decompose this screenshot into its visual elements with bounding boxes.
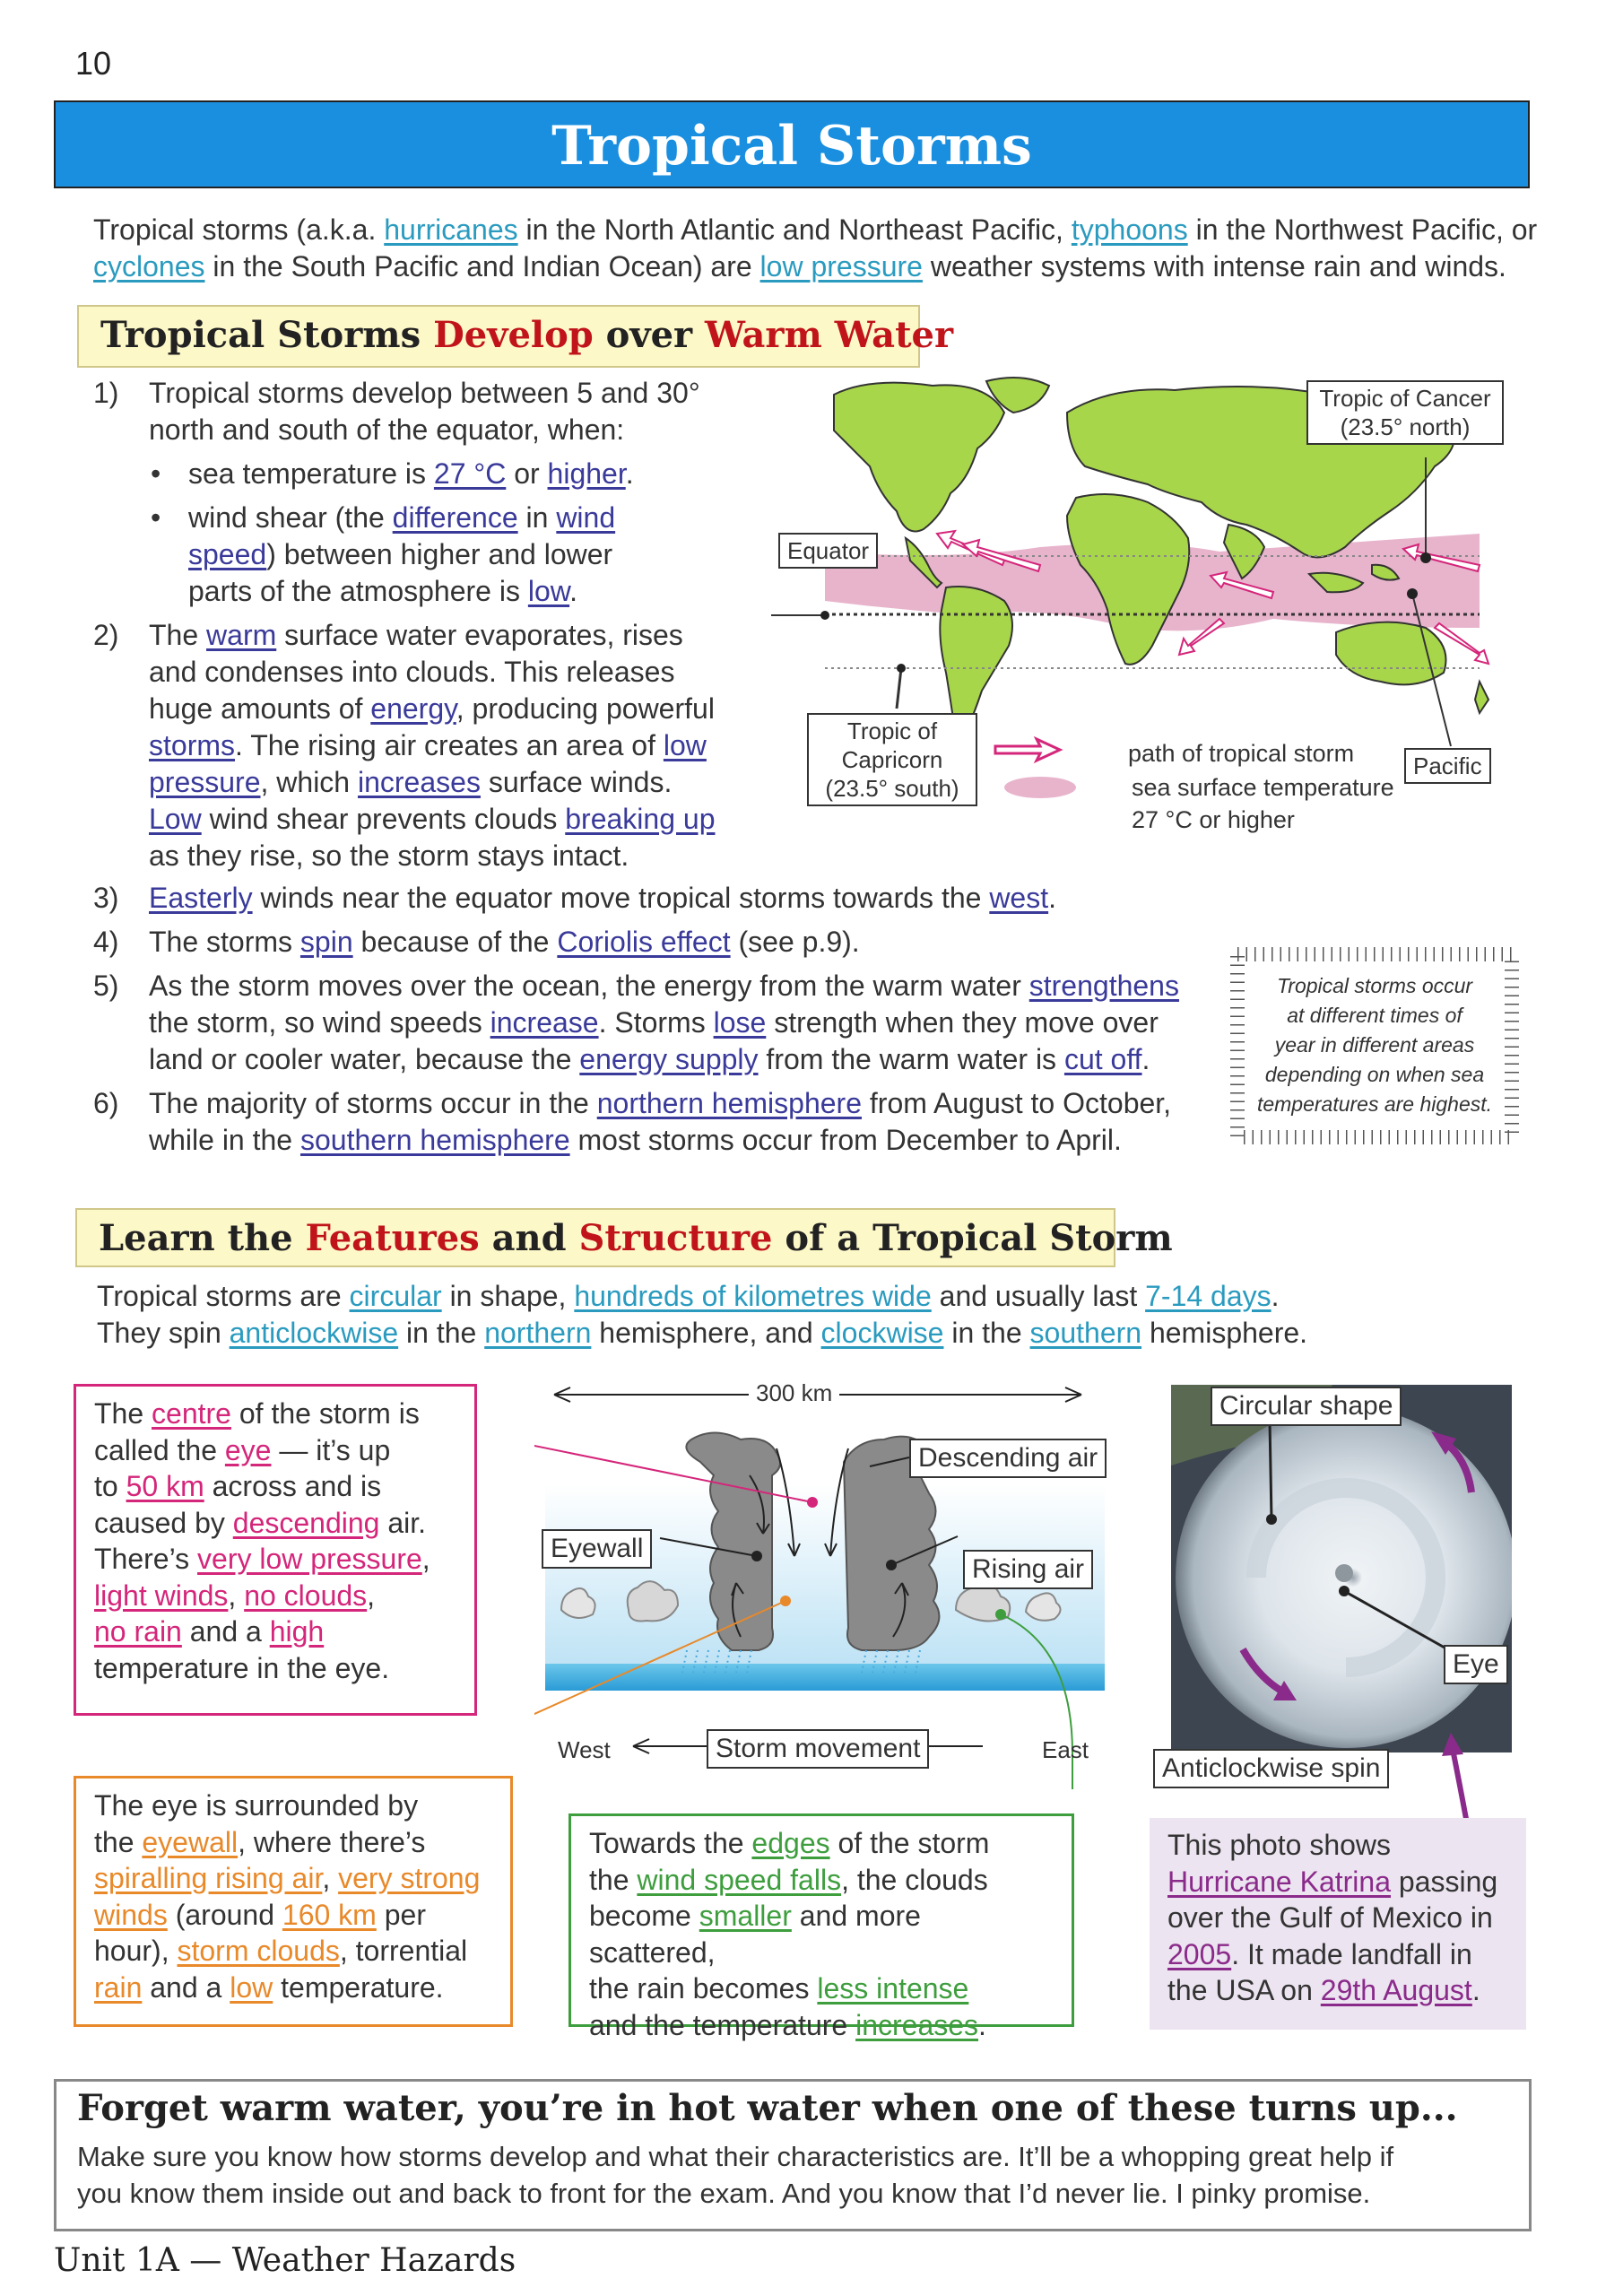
label-equator: Equator (778, 533, 878, 569)
callout-text: Tropical storms occur at different times of year in different areas depending on when sea temperatures are highest. (1256, 974, 1493, 1116)
label-pacific: Pacific (1404, 748, 1491, 784)
label-rising-air: Rising air (963, 1550, 1093, 1589)
label-tropic-of-capricorn: Tropic of Capricorn (23.5° south) (807, 713, 977, 806)
pointer-dot (751, 1551, 762, 1561)
link-cyclones[interactable]: cyclones (93, 250, 205, 283)
summary-text: Make sure you know how storms develop and what their characteristics are. It’ll be a whopping great help if you know them inside out and back to front for the exam. And you know that I’d never lie. I pinky promise. (77, 2141, 1394, 2209)
bullet-dot: • (151, 501, 161, 534)
photo-caption: This photo shows Hurricane Katrina passing over the Gulf of Mexico in 2005. It made landfall in the USA on 29th August. (1150, 1818, 1526, 2030)
island-new-zealand (1475, 682, 1488, 713)
pointer-dot (1266, 1514, 1277, 1525)
label-eye: Eye (1444, 1645, 1508, 1684)
capricorn-pointer (897, 668, 901, 709)
link-hurricanes[interactable]: hurricanes (384, 213, 518, 246)
label-storm-movement: Storm movement (707, 1729, 929, 1769)
section-heading-develop: Tropical Storms Develop over Warm Water (77, 305, 920, 368)
legend-sea-swatch (1004, 777, 1076, 798)
pointer-dot (820, 611, 829, 620)
continent-australia (1336, 622, 1446, 685)
bullet-sea-temperature: sea temperature is 27 °C or higher. (188, 457, 634, 490)
pointer-dot (897, 664, 906, 673)
legend-sea-label: sea surface temperature 27 °C or higher (1132, 774, 1394, 833)
legend-path-label: path of tropical storm (1128, 740, 1355, 767)
label-tropic-of-cancer: Tropic of Cancer (23.5° north) (1306, 380, 1504, 445)
pointer-dot (886, 1560, 897, 1570)
arrow-head (1442, 1733, 1463, 1756)
hurricane-katrina-photo (1171, 1385, 1512, 1752)
eyewall-info-box: The eye is surrounded by the eyewall, where there’s spiralling rising air, very strong winds (around 160 km per hour), storm clouds, torrential rain and a low temperature. (74, 1776, 513, 2027)
title-banner (54, 100, 1530, 188)
bullet-dot: • (151, 457, 161, 490)
pointer-dot (1407, 588, 1418, 599)
summary-title: Forget warm water, you’re in hot water when one of these turns up... (77, 2087, 1458, 2129)
sea-surface (545, 1664, 1105, 1691)
legend-path-arrow (995, 739, 1060, 761)
section2-intro: Tropical storms are circular in shape, hundreds of kilometres wide and usually last 7-14 days. They spin anticlockwise in the northern hemisphere, and clockwise in the southern hemisphere. (97, 1280, 1308, 1349)
edges-info-box: Towards the edges of the storm the wind speed falls, the clouds become smaller and more scattered, the rain becomes less intense and the temperature increases. (568, 1813, 1074, 2027)
label-circular-shape: Circular shape (1211, 1387, 1402, 1426)
link-typhoons[interactable]: typhoons (1071, 213, 1188, 246)
page-title: Tropical Storms (551, 115, 1032, 178)
pointer-dot (1420, 552, 1431, 563)
label-eyewall: Eyewall (542, 1529, 652, 1569)
intro-paragraph: Tropical storms (a.k.a. hurricanes in the North Atlantic and Northeast Pacific, typhoons in the Northwest Pacific, or cyclones in the South Pacific and Indian Ocean) are low pressure weather systems with intense rain and winds. (93, 213, 1538, 283)
label-east: East (1042, 1736, 1089, 1763)
section-heading-features: Learn the Features and Structure of a Tropical Storm (75, 1208, 1115, 1267)
label-west: West (558, 1736, 611, 1763)
pointer-dot (807, 1497, 818, 1508)
unit-label: Unit 1A — Weather Hazards (54, 2242, 516, 2279)
pointer-dot (995, 1609, 1006, 1620)
label-anticlockwise-spin: Anticlockwise spin (1153, 1749, 1389, 1788)
link-low-pressure[interactable]: low pressure (759, 250, 923, 283)
pointer-dot (1339, 1586, 1350, 1596)
bullet-wind-shear: wind shear (the difference in wind speed) between higher and lower parts of the atmosphere is low. (188, 501, 616, 607)
continent-north-america (834, 383, 1004, 532)
label-descending-air: Descending air (909, 1439, 1107, 1478)
storm-eye (1335, 1564, 1353, 1582)
pointer-dot (780, 1596, 791, 1606)
circular-pointer (1270, 1421, 1271, 1519)
eye-info-box: The centre of the storm is called the eye — it’s up to 50 km across and is caused by descending air. There’s very low pressure, light winds, no clouds, no rain and a high temperature in the eye. (74, 1384, 477, 1716)
width-label: 300 km (749, 1379, 839, 1407)
page-number: 10 (75, 45, 112, 82)
